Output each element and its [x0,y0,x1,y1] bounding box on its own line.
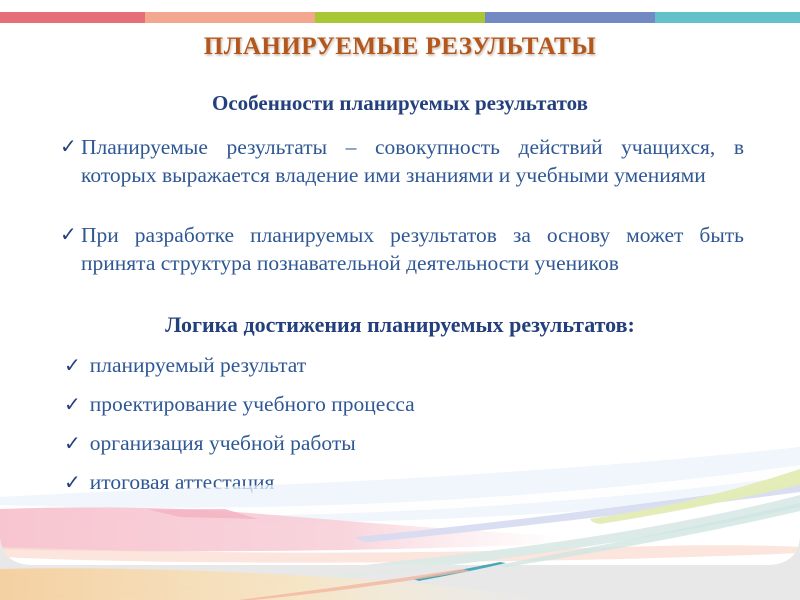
bar-segment-rose [0,12,145,23]
bar-segment-blue [485,12,655,23]
checkmark-icon: ✓ [64,355,81,377]
list-item-label: проектирование учебного процесса [89,392,415,416]
checkmark-icon: ✓ [64,472,81,494]
bullet-item-2 [60,221,744,277]
bullet-text: При разработке планируемых результатов за основу может быть принята структура познавательной деятельности учеников [81,223,744,275]
list-item-label: организация учебной работы [89,431,356,455]
section-heading: Логика достижения планируемых результатов: [165,312,635,337]
checkmark-icon: ✓ [60,136,77,158]
checkmark-icon: ✓ [64,433,81,455]
list-item [64,391,415,418]
checkmark-icon: ✓ [60,224,77,246]
slide-title: ПЛАНИРУЕМЫЕ РЕЗУЛЬТАТЫ [203,33,597,60]
list-item-label: планируемый результат [89,353,307,377]
list-item [64,352,415,379]
bottom-wave-decoration [0,445,800,600]
bullet-item-1 [60,133,744,189]
bar-segment-green [315,12,485,23]
top-color-bar [0,12,800,23]
slide-subtitle: Особенности планируемых результатов [212,91,588,115]
bar-segment-salmon [145,12,315,23]
bar-segment-teal [655,12,800,23]
checkmark-icon: ✓ [64,394,81,416]
bullet-text: Планируемые результаты – совокупность действий учащихся, в которых выражается владение ими знаниями и учебными умениями [81,135,744,187]
list-item-label: итоговая аттестация [89,470,275,494]
